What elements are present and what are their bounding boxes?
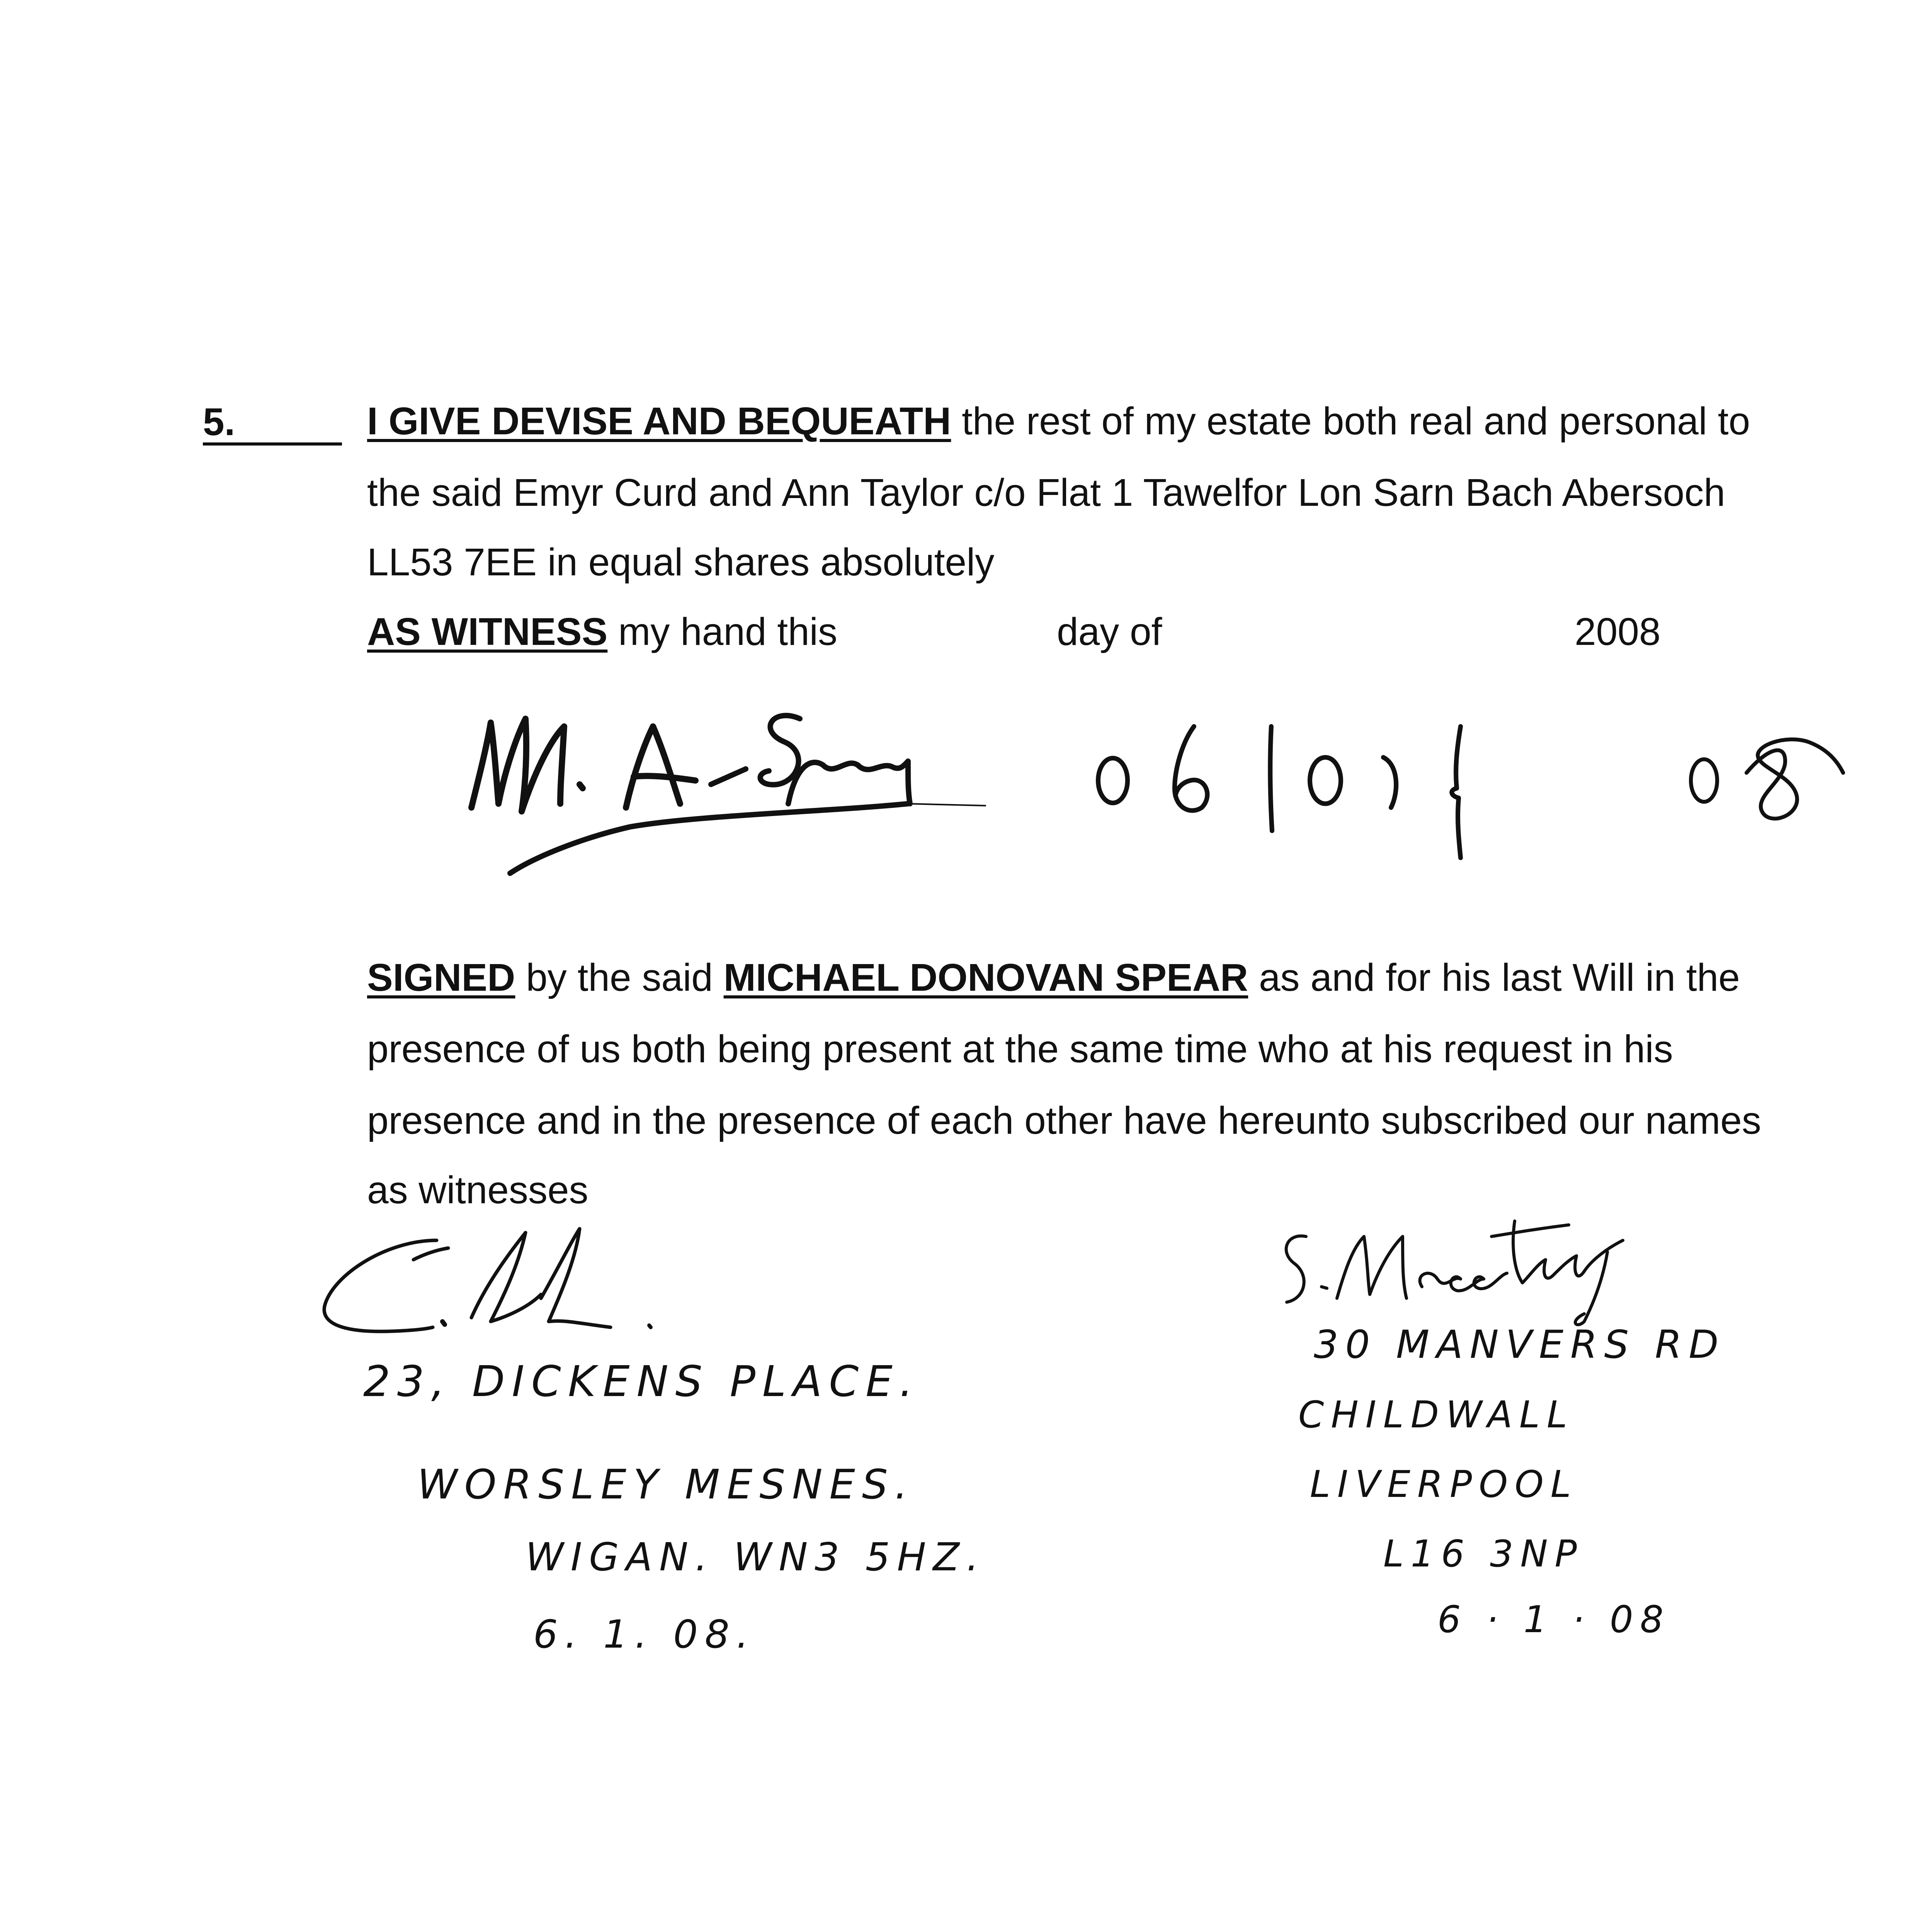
year-label: 2008: [1575, 610, 1661, 653]
as-witness-label: AS WITNESS: [367, 610, 608, 653]
witness-line-text: my hand this: [607, 610, 837, 653]
bequest-heading: I GIVE DEVISE AND BEQUEATH: [367, 400, 951, 443]
witness-2-address-line-4: L16 3NP: [1383, 1533, 1584, 1575]
day-of-label: day of: [1057, 610, 1162, 653]
witness-2-address-line-1: 30 MANVERS RD: [1314, 1322, 1726, 1367]
testator-handwritten-date: [1090, 703, 1901, 866]
witness-1-address-line-1: 23, DICKENS PLACE.: [363, 1357, 920, 1406]
clause-line-1-text: the rest of my estate both real and personal to: [951, 400, 1750, 443]
clause-line-3: LL53 7EE in equal shares absolutely: [367, 541, 995, 584]
attestation-line-2: presence of us both being present at the same time who at his request in his: [367, 1027, 1673, 1071]
witness-2-address-line-3: LIVERPOOL: [1310, 1463, 1578, 1506]
witness-1-address-line-3: WIGAN. WN3 5HZ.: [526, 1534, 986, 1580]
attestation-text-b: as and for his last Will in the: [1248, 956, 1740, 999]
witness-2-signature: [1275, 1206, 1777, 1329]
witness-1-signature: [309, 1217, 696, 1356]
witness-2-address-line-2: CHILDWALL: [1298, 1394, 1574, 1436]
witness-1-address-line-2: WORSLEY MESNES.: [417, 1461, 915, 1508]
attestation-line-3: presence and in the presence of each other have hereunto subscribed our names: [367, 1099, 1761, 1142]
clause-number: 5.: [203, 400, 342, 446]
witness-line: [367, 612, 837, 651]
signed-label: SIGNED: [367, 956, 515, 999]
witness-1-date: 6. 1. 08.: [533, 1612, 756, 1657]
attestation-line-1: [367, 958, 1740, 997]
clause-line-2: the said Emyr Curd and Ann Taylor c/o Flat 1 Tawelfor Lon Sarn Bach Abersoch: [367, 471, 1725, 514]
witness-2-date: 6 · 1 · 08: [1437, 1599, 1670, 1641]
testator-name: MICHAEL DONOVAN SPEAR: [723, 956, 1248, 999]
attestation-line-4: as witnesses: [367, 1168, 588, 1212]
testator-signature: [464, 688, 1043, 920]
clause-line-1: [367, 400, 1750, 443]
attestation-text-a: by the said: [515, 956, 724, 999]
